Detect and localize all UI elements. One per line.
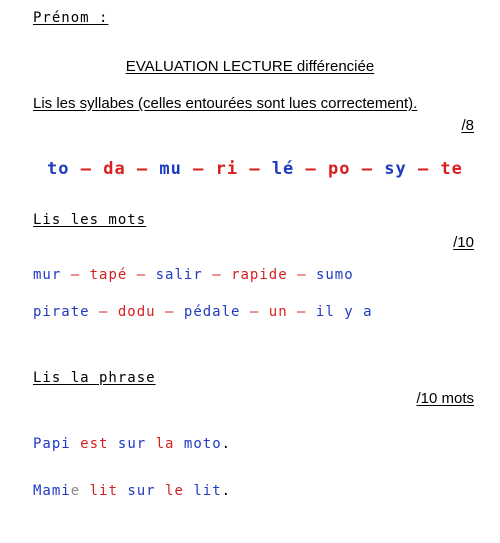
syllable-segment: sy — [384, 159, 407, 179]
syllable-segment: te — [440, 159, 463, 179]
word-segment: rapide — [231, 267, 288, 283]
syllable-segment: – — [294, 159, 329, 179]
word-segment: – — [202, 267, 232, 283]
sentence-segment: le — [165, 483, 184, 499]
syllable-segment: po — [328, 159, 351, 179]
word-segment: – — [89, 304, 118, 320]
sentence-segment: Papi — [33, 436, 71, 452]
word-segment: tapé — [89, 267, 128, 283]
sentence-segment: la — [155, 436, 175, 452]
word-segment: il y a — [315, 304, 373, 320]
sentence-segment: lit — [89, 483, 118, 499]
sentence-segment: . — [221, 483, 232, 499]
sentence-segment — [108, 436, 117, 452]
sentence-1 — [33, 436, 231, 452]
word-segment: pirate — [33, 304, 90, 320]
sentence-segment: Mami — [33, 483, 71, 499]
syllable-segment: – — [406, 159, 441, 179]
sentence-segment: sur — [117, 436, 147, 452]
sentence-heading: Lis la phrase — [33, 370, 156, 386]
syllable-segment: – — [350, 159, 385, 179]
word-segment: – — [287, 304, 316, 320]
sentence-segment: e — [70, 483, 81, 499]
word-segment: salir — [155, 267, 203, 283]
syllables-line — [47, 159, 463, 179]
syllable-segment: to — [47, 159, 70, 179]
sentence-segment: sur — [127, 483, 156, 499]
word-segment: un — [268, 304, 288, 320]
sentence-2 — [33, 483, 231, 499]
sentence-segment — [156, 483, 165, 499]
sentence-score: /10 mots — [416, 390, 474, 407]
sentence-segment: lit — [193, 483, 222, 499]
syllable-segment: ri — [215, 159, 239, 179]
words-line-1 — [33, 267, 354, 283]
word-segment: – — [61, 267, 90, 283]
word-segment: mur — [33, 267, 62, 283]
word-segment: – — [127, 267, 156, 283]
words-score: /10 — [453, 234, 474, 251]
word-segment: – — [240, 304, 269, 320]
syllables-instruction: Lis les syllabes (celles entourées sont lues correctement). — [33, 95, 418, 112]
sentence-segment — [80, 483, 89, 499]
prenom-label: Prénom : — [33, 10, 109, 26]
word-segment: sumo — [315, 267, 354, 283]
words-line-2 — [33, 304, 373, 320]
sentence-segment — [184, 483, 193, 499]
syllable-segment: lé — [271, 159, 295, 179]
sentence-segment: est — [80, 436, 109, 452]
word-segment: pédale — [183, 304, 241, 320]
word-segment: – — [155, 304, 184, 320]
sentence-segment: . — [221, 436, 232, 452]
syllable-segment: – — [181, 159, 216, 179]
syllables-score: /8 — [461, 117, 474, 134]
sentence-segment — [146, 436, 155, 452]
sentence-segment — [71, 436, 80, 452]
syllable-segment: – — [238, 159, 272, 179]
syllable-segment: mu — [159, 159, 182, 179]
page-title: EVALUATION LECTURE différenciée — [125, 58, 375, 75]
syllable-segment: – — [125, 159, 160, 179]
sentence-segment: moto — [183, 436, 222, 452]
word-segment: dodu — [117, 304, 156, 320]
word-segment: – — [287, 267, 316, 283]
syllable-segment: da — [103, 159, 126, 179]
syllable-segment: – — [69, 159, 104, 179]
sentence-segment — [118, 483, 127, 499]
sentence-segment — [174, 436, 183, 452]
words-heading: Lis les mots — [33, 212, 147, 228]
